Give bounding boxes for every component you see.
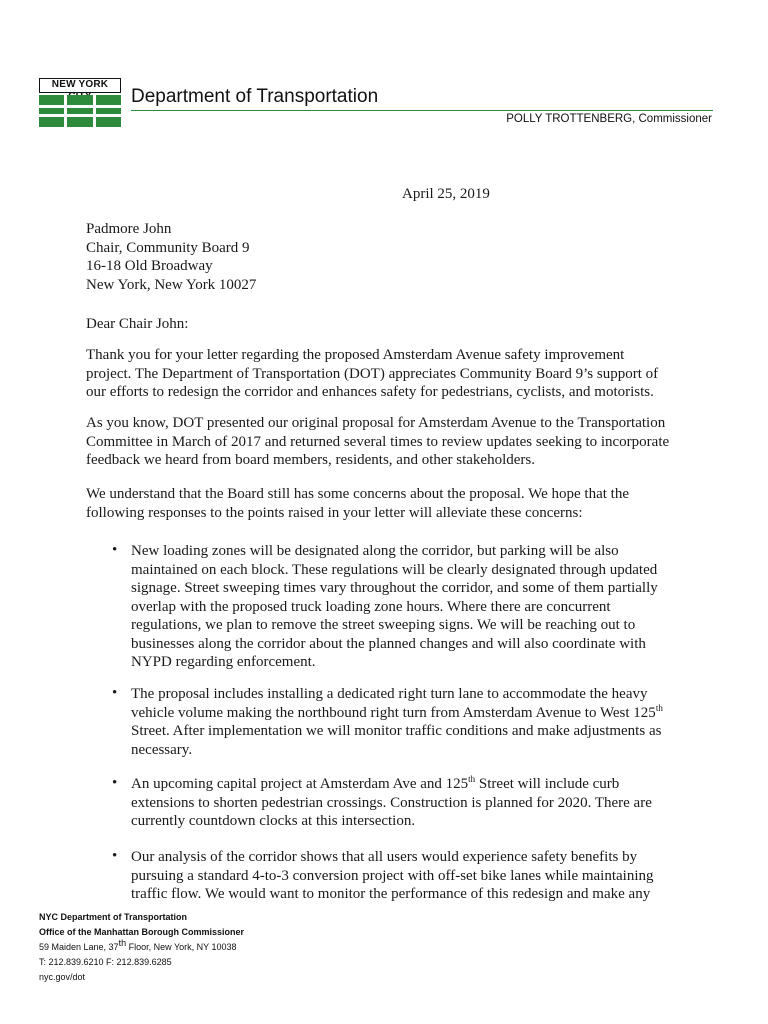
text-line: We understand that the Board still has some concerns about the proposal. We hope that the <box>86 486 630 502</box>
text-line: vehicle volume making the northbound right turn from Amsterdam Avenue to West 125th <box>131 702 663 721</box>
text-line: Committee in March of 2017 and returned several times to review updates seeking to incorporate <box>86 433 670 450</box>
text-line: necessary. <box>131 741 193 758</box>
paragraph-3 <box>86 485 629 522</box>
bullet-icon: • <box>112 848 118 864</box>
text-line: Street. After implementation we will monitor traffic conditions and make adjustments as <box>131 723 662 739</box>
recipient-street: 16-18 Old Broadway <box>86 258 213 274</box>
text-line: extensions to shorten pedestrian crossings. Construction is planned for 2020. There are <box>131 794 652 811</box>
recipient-title: Chair, Community Board 9 <box>86 239 250 256</box>
footer-office: Office of the Manhattan Borough Commissioner <box>39 927 245 937</box>
header-rule <box>131 110 713 111</box>
recipient-address <box>86 220 256 294</box>
text-line: project. The Department of Transportation (DOT) appreciates Community Board 9’s support of <box>86 365 659 382</box>
text-line: pursuing a standard 4-to-3 conversion project with off-set bike lanes while maintaining <box>131 867 654 884</box>
text-line: NYPD regarding enforcement. <box>131 654 316 670</box>
text-line: As you know, DOT presented our original proposal for Amsterdam Avenue to the Transportation <box>86 415 666 431</box>
text-line: New loading zones will be designated along the corridor, but parking will be also <box>131 543 619 559</box>
bullet-item-corridor-analysis <box>131 848 654 904</box>
text-line: overlap with the proposed truck loading zone hours. Where there are concurrent <box>131 598 611 615</box>
text-line: The proposal includes installing a dedicated right turn lane to accommodate the heavy <box>131 686 648 702</box>
text-line: Thank you for your letter regarding the proposed Amsterdam Avenue safety improvement <box>86 347 625 363</box>
footer-address: 59 Maiden Lane, 37th Floor, New York, NY 10038 <box>39 938 237 952</box>
bullet-item-loading-zones <box>131 542 658 672</box>
text-line: An upcoming capital project at Amsterdam Ave and 125th Street will include curb <box>131 774 620 792</box>
footer-phone: T: 212.839.6210 F: 212.839.6285 <box>39 957 172 967</box>
paragraph-2 <box>86 414 669 470</box>
salutation: Dear Chair John: <box>86 316 189 332</box>
text-line: Our analysis of the corridor shows that all users would experience safety benefits by <box>131 849 638 865</box>
bullet-icon: • <box>112 685 118 701</box>
dot-logo-mark <box>39 95 121 127</box>
bullet-icon: • <box>112 542 118 558</box>
bullet-item-capital-project <box>131 775 652 831</box>
bullet-icon: • <box>112 775 118 791</box>
text-line: businesses along the corridor about the planned changes and will also coordinate with <box>131 635 646 652</box>
recipient-city: New York, New York 10027 <box>86 276 257 293</box>
text-line: feedback we heard from board members, residents, and other stakeholders. <box>86 452 535 468</box>
text-line: traffic flow. We would want to monitor the performance of this redesign and make any <box>131 886 651 902</box>
paragraph-1 <box>86 346 658 402</box>
text-line: following responses to the points raised in your letter will alleviate these concerns: <box>86 504 583 521</box>
footer-contact <box>39 910 244 985</box>
text-line: regulations, we plan to remove the street sweeping signs. We will be reaching out to <box>131 617 636 633</box>
nyc-dot-logo <box>39 78 121 127</box>
bullet-item-right-turn-lane <box>131 685 663 759</box>
letter-date: April 25, 2019 <box>402 186 490 202</box>
footer-website-link[interactable]: nyc.gov/dot <box>39 972 86 982</box>
footer-org: NYC Department of Transportation <box>39 912 188 922</box>
text-line: our efforts to redesign the corridor and enhances safety for pedestrians, cyclists, and motorists. <box>86 384 654 400</box>
text-line: currently countdown clocks at this intersection. <box>131 813 416 829</box>
logo-city-label: NEW YORK <box>39 78 121 93</box>
recipient-name: Padmore John <box>86 221 172 237</box>
text-line: maintained on each block. These regulations will be clearly designated through updated <box>131 561 658 578</box>
commissioner-name: POLLY TROTTENBERG, Commissioner <box>506 113 712 125</box>
department-title: Department of Transportation <box>131 86 379 107</box>
text-line: signage. Street sweeping times vary throughout the corridor, and some of them partially <box>131 580 658 596</box>
